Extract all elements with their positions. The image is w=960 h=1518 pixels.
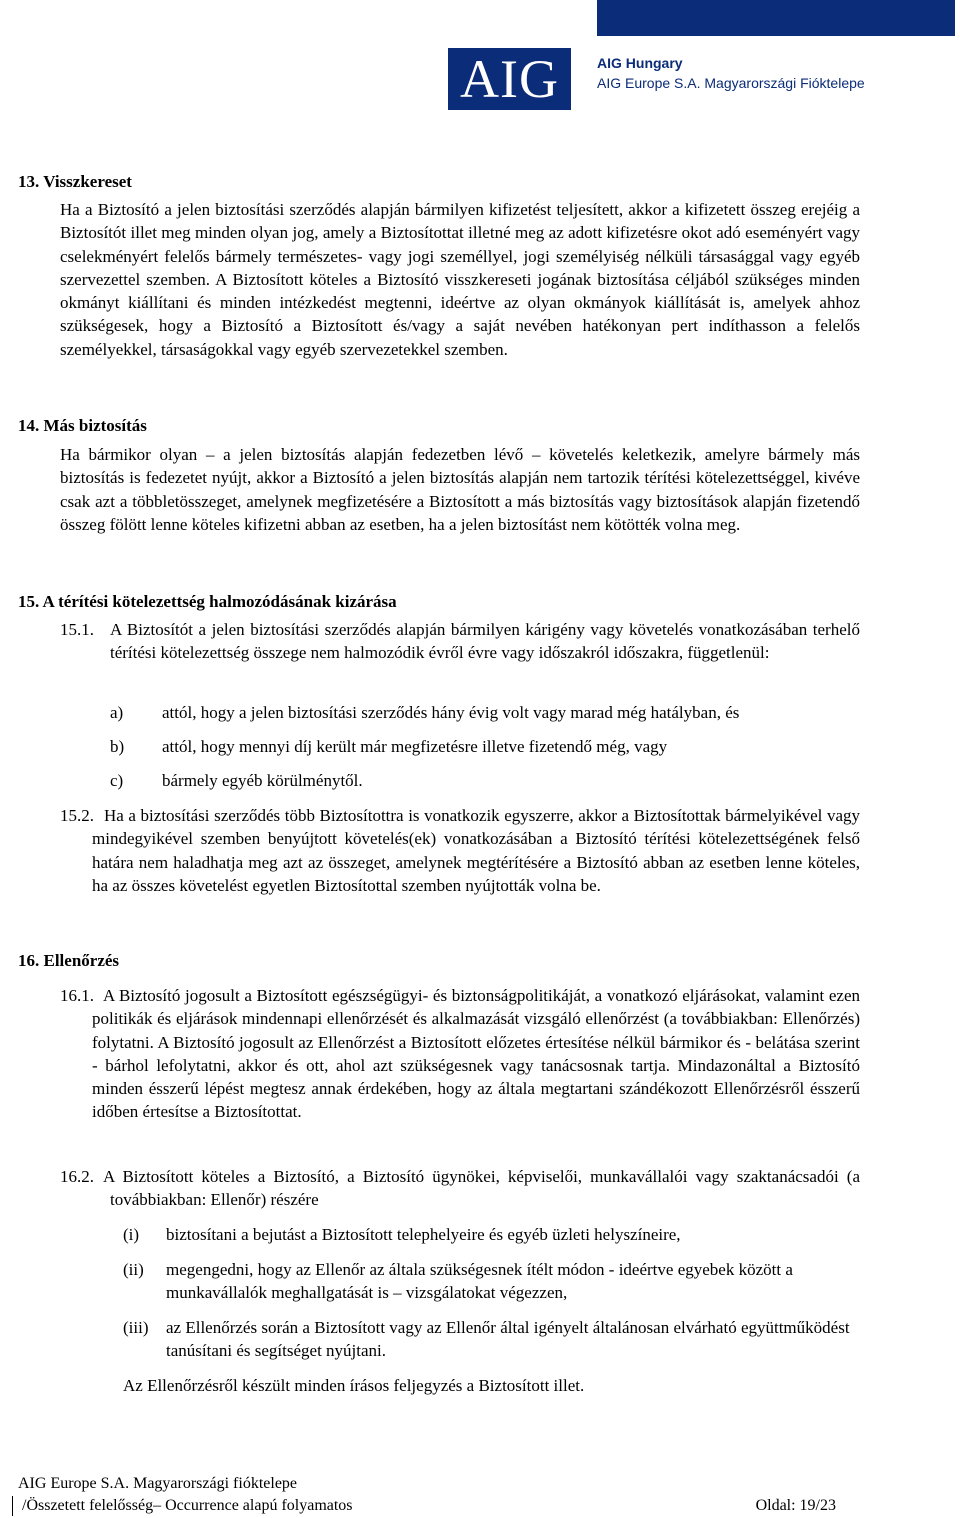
aig-logo: AIG <box>448 48 571 110</box>
section-13-heading: 13. Visszkereset <box>18 172 132 191</box>
section-14-text: Ha bármikor olyan – a jelen biztosítás alapján fedezetben lévő – követelés keletkezik, amelyre bármely más biztosítás is fedezetet nyújt, akkor a Biztosító a jelen biztosítás alapján nem tartozik térítési kötelezettséggel, kivéve csak azt a többletösszeget, amelynek megfizetésére a Biztosított a más biztosítás vagy biztosítások alapján fizetendő összeg fölött lenne köteles kifizetni abban az esetben, ha a jelen biztosítást nem kötötték volna meg. <box>60 445 860 534</box>
list-item-text: biztosítani a bejutást a Biztosított telephelyeire és egyéb üzleti helyszíneire, <box>166 1225 681 1244</box>
footer-company: AIG Europe S.A. Magyarországi fióktelepe <box>18 1475 298 1492</box>
list-item-text: bármely egyéb körülménytől. <box>162 771 363 790</box>
clause-15-2-text: Ha a biztosítási szerződés több Biztosítottra is vonatkozik egyszerre, akkor a Biztosítottak bármelyikével vagy mindegyikével szemben benyújtott követelés(ek) vonatkozásában a Biztosító térítési kötelezettségének felső határa nem haladhatja meg azt az összeget, amelynek megtérítésére a Biztosító abban az esetben lenne köteles, ha az összes követelést egyetlen Biztosítottal szemben nyújtották volna be. <box>92 806 860 895</box>
list-item-label: b) <box>110 737 125 756</box>
closing-text: Az Ellenőrzésről készült minden írásos feljegyzés a Biztosított illet. <box>123 1376 585 1395</box>
company-name: AIG Hungary <box>597 55 683 71</box>
list-item-text: megengedni, hogy az Ellenőr az általa szükségesnek ítélt módon - ideértve egyebek között a munkavállalók meghallgatását is – vizsgálatokat végezzen, <box>166 1260 793 1302</box>
list-item-label: a) <box>110 703 124 722</box>
list-item-label: c) <box>110 771 124 790</box>
list-item-label: (i) <box>123 1225 140 1244</box>
list-item-text: attól, hogy mennyi díj került már megfizetésre illetve fizetendő még, vagy <box>162 737 668 756</box>
footer-product: /Összetett felelősség– Occurrence alapú folyamatos <box>22 1497 353 1514</box>
clause-16-1-number: 16.1. <box>60 986 94 1005</box>
clause-15-1-number: 15.1. <box>60 620 94 639</box>
section-16-heading: 16. Ellenőrzés <box>18 951 120 970</box>
section-14-heading: 14. Más biztosítás <box>18 416 147 435</box>
section-15-heading: 15. A térítési kötelezettség halmozódásának kizárása <box>18 592 397 611</box>
page-number: Oldal: 19/23 <box>755 1497 836 1514</box>
list-item-label: (iii) <box>123 1318 149 1337</box>
clause-15-1-text: A Biztosítót a jelen biztosítási szerződés alapján bármilyen kárigény vagy követelés vonatkozásában terhelő térítési kötelezettség összege nem halmozódik évről évre vagy időszakról időszakra, függetlenül: <box>110 620 860 663</box>
clause-16-1-text: A Biztosító jogosult a Biztosított egészségügyi- és biztonságpolitikáját, a vonatkozó eljárásokat, valamint ezen politikák és eljárások mindennapi ellenőrzését és alkalmazását vizsgáló ellenőrzést (a továbbiakban: Ellenőrzés) folytatni. A Biztosító jogosult az Ellenőrzést a Biztosított előzetes értesítése nélkül bármikor és - belátása szerint - bárhol lefolytatni, akkor és ott, ahol azt szükségesnek vagy tanácsosnak tartja. Mindazonáltal a Biztosító minden ésszerű lépést megtesz annak érdekében, hogy az általa megtartani szándékozott Ellenőrzésről ésszerű időben értesítse a Biztosítottat. <box>92 986 860 1122</box>
clause-15-2-number: 15.2. <box>60 806 94 825</box>
list-item-text: az Ellenőrzés során a Biztosított vagy az Ellenőr által igényelt általánosan elvárható együttműködést tanúsítani és segítséget nyújtani. <box>166 1318 850 1360</box>
list-item-label: (ii) <box>123 1260 144 1279</box>
list-item-text: attól, hogy a jelen biztosítási szerződés hány évig volt vagy marad még hatályban, és <box>162 703 740 722</box>
section-13-text: Ha a Biztosító a jelen biztosítási szerződés alapján bármilyen kifizetést teljesített, akkor a kifizetett összeg erejéig a Biztosítót illet meg minden olyan jog, amely a Biztosítottat illetné meg az adott kifizetésre okot adó eseményért vagy cselekményért felelős bármely természetes- vagy jogi személlyel, jogi személyiség nélküli társasággal vagy egyéb szervezettel szemben. A Biztosított köteles a Biztosító visszkereseti jogának biztosítása céljából szükséges minden okmányt kiállítani és minden intézkedést megtenni, ideértve az olyan okmányok kiállítását is, amelyek ahhoz szükségesek, hogy a Biztosító a Biztosított és/vagy a saját nevében hatékonyan pert indíthasson a felelős személyekkel, társaságokkal vagy egyéb szervezetekkel szemben. <box>60 200 860 359</box>
clause-16-2-number: 16.2. <box>60 1167 94 1186</box>
header-bar <box>597 0 955 36</box>
company-block <box>597 55 865 91</box>
company-subtitle: AIG Europe S.A. Magyarországi Fióktelepe <box>597 75 865 91</box>
clause-16-2-text: A Biztosított köteles a Biztosító, a Biztosító ügynökei, képviselői, munkavállalói vagy szaktanácsadói (a továbbiakban: Ellenőr) részére <box>103 1167 860 1210</box>
footer-divider <box>12 1496 13 1516</box>
